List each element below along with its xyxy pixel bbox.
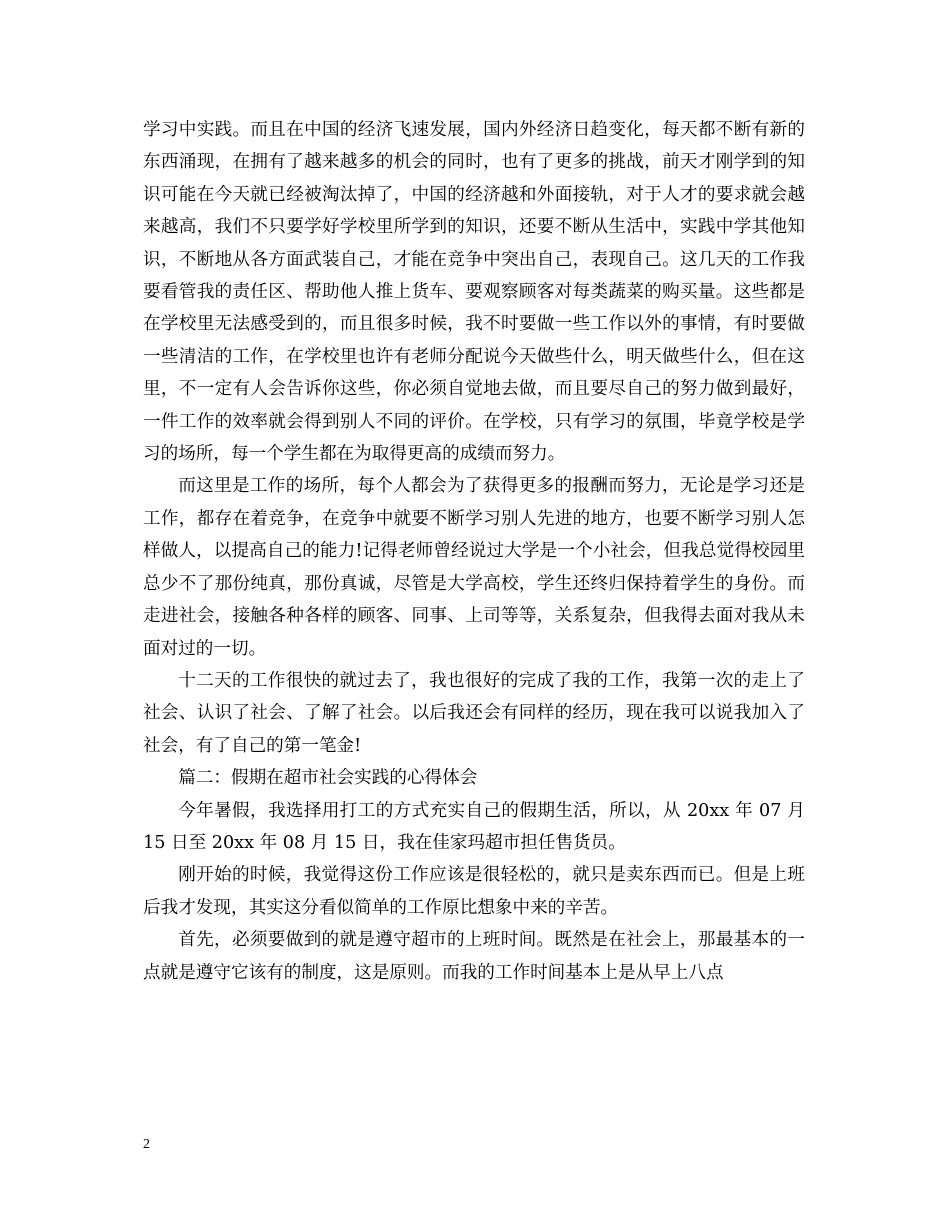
body-text	[143, 114, 805, 989]
section-heading: 篇二：假期在超市社会实践的心得体会	[178, 768, 478, 789]
paragraph-1: 学习中实践。而且在中国的经济飞速发展，国内外经济日趋变化，每天都不断有新的东西涌现，在拥有了越来越多的机会的同时，也有了更多的挑战，前天才刚学到的知识可能在今天就已经被淘汰掉了，中国的经济越和外面接轨，对于人才的要求就会越来越高，我们不只要学好学校里所学到的知识，还要不断从生活中，实践中学其他知识，不断地从各方面武装自己，才能在竞争中突出自己，表现自己。这几天的工作我要看管我的责任区、帮助他人推上货车、要观察顾客对每类蔬菜的购买量。这些都是在学校里无法感受到的，而且很多时候，我不时要做一些工作以外的事情，有时要做一些清洁的工作，在学校里也许有老师分配说今天做些什么，明天做些什么，但在这里，不一定有人会告诉你这些，你必须自觉地去做，而且要尽自己的努力做到最好，一件工作的效率就会得到别人不同的评价。在学校，只有学习的氛围，毕竟学校是学习的场所，每一个学生都在为取得更高的成绩而努力。	[143, 120, 805, 465]
paragraph-6: 首先，必须要做到的就是遵守超市的上班时间。既然是在社会上，那最基本的一点就是遵守它该有的制度，这是原则。而我的工作时间基本上是从早上八点	[143, 930, 805, 983]
paragraph-5: 刚开始的时候，我觉得这份工作应该是很轻松的，就只是卖东西而已。但是上班后我才发现，其实这分看似简单的工作原比想象中来的辛苦。	[143, 865, 805, 918]
paragraph-3: 十二天的工作很快的就过去了，我也很好的完成了我的工作，我第一次的走上了社会、认识了社会、了解了社会。以后我还会有同样的经历，现在我可以说我加入了社会，有了自己的第一笔金!	[143, 670, 805, 756]
paragraph-2: 而这里是工作的场所，每个人都会为了获得更多的报酬而努力，无论是学习还是工作，都存在着竞争，在竞争中就要不断学习别人先进的地方，也要不断学习别人怎样做人，以提高自己的能力!记得老师曾经说过大学是一个小社会，但我总觉得校园里总少不了那份纯真，那份真诚，尽管是大学高校，学生还终归保持着学生的身份。而走进社会，接触各种各样的顾客、同事、上司等等，关系复杂，但我得去面对我从未面对过的一切。	[143, 476, 805, 659]
paragraph-4: 今年暑假，我选择用打工的方式充实自己的假期生活，所以，从 20xx 年 07 月 15 日至 20xx 年 08 月 15 日，我在佳家玛超市担任售货员。	[143, 800, 805, 853]
page-number: 2	[143, 1137, 150, 1152]
